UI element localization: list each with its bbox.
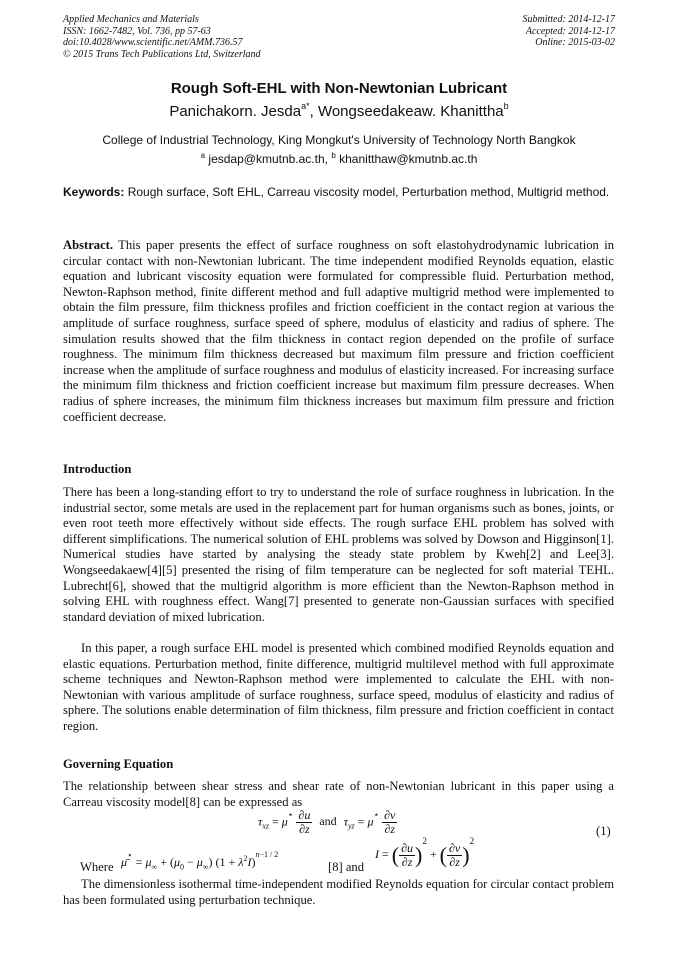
abstract-label: Abstract.: [63, 238, 114, 252]
journal-doi: doi:10.4028/www.scientific.net/AMM.736.57: [63, 37, 243, 49]
journal-info: [63, 14, 261, 60]
keywords-label: Keywords:: [63, 185, 125, 199]
abstract: [63, 238, 614, 425]
submitted-date: Submitted: 2014-12-17: [522, 14, 615, 25]
author-1: Panichakorn. Jesda: [169, 103, 302, 120]
governing-paragraph-1: The relationship between shear stress and shear rate of non-Newtonian lubricant in this paper using a Carreau viscosity model[8] can be expressed as: [63, 779, 614, 809]
email-b-marker: b: [331, 151, 336, 160]
submission-dates: [523, 14, 616, 49]
author-2: Wongseedakeaw. Khanittha: [317, 103, 504, 120]
where-label: Where: [80, 860, 114, 874]
governing-equation-heading: Governing Equation: [63, 757, 174, 771]
email-a-marker: a: [200, 151, 206, 160]
author-2-marker: b: [503, 101, 509, 111]
equation-shear-rate-I: I = ( $\frac{\partial u}{\partial z}$ )$^2$ + ( $\frac{\partial v}{\partial z}$ )$^2$: [375, 836, 475, 869]
introduction-paragraph-1: There has been a long-standing effort to try to understand the role of surface roughness in lubrication. In the industrial sector, some metals are used in the replacement part for human organisms such as bones, joints, or even root teeth more effectively without side effects. The rough surface EHL problem has solved with different simplifications. The numerical solution of EHL problems was solved by Dowson and Higginson[1]. Numerical studies have started by analysing the steady state problem by Kweh[2] and Lee[3]. Wongseedakaew[4][5] presented the rising of film temperature can be neglected for soft material TEHL. Lubrecht[6], showed that the multigrid algorithm is more efficient than the Newton-Raphson method in solving EHL with roughness effect. Wang[7] presented to generate non-Gaussian surfaces with specified standard deviation of mixed lubrication.: [63, 485, 614, 624]
equation-carreau-viscosity: μ̄⋆ = $\mu_\infty + (\mu_0 - \mu_\infty) (1 + \lambda^2I)^{n-1 / 2}$: [121, 850, 279, 872]
author-separator: ,: [309, 103, 318, 120]
equation-shear-stress: $\tau_{xz} = \mu^⋆$ $\frac{\partial u}{\partial z}$ and $\tau_{yz} = \mu^⋆$ $\frac{\partial v}{\partial z}$: [258, 808, 396, 836]
introduction-heading: Introduction: [63, 462, 132, 476]
journal-copyright: © 2015 Trans Tech Publications Ltd, Switzerland: [63, 48, 261, 60]
abstract-text: This paper presents the effect of surface roughness on soft elastohydrodynamic lubrication in circular contact with non-Newtonian lubricant. The time independent modified Reynolds equation, elastic equation and lubricant viscosity equation were formulated for compressible fluid. Perturbation method, Newton-Raphson method, finite different method and full adaptive multigrid method were implemented to obtain the film pressure, film thickness profiles and friction coefficient in the contact region at various the amplitude of surface roughness, surface speed of sphere, modulus of elasticity and radius of sphere. The simulation results showed that the film thickness in contact region depended on the profile of surface roughness. The minimum film thickness decreased but maximum film pressure and friction coefficient increase when the amplitude of surface roughness and modulus of elasticity increased. For increasing surface the minimum film thickness and friction coefficient increase but maximum film pressure decreases. When radius of sphere increases, the minimum film thickness increases but maximum film pressure and friction coefficient decrease.: [63, 238, 615, 424]
email-line: [0, 152, 678, 166]
equation-number: (1): [596, 824, 611, 838]
journal-issn: ISSN: 1662-7482, Vol. 736, pp 57-63: [63, 25, 211, 37]
reference-8-and: [8] and: [328, 860, 365, 874]
online-date: Online: 2015-03-02: [535, 37, 615, 49]
equation-and-text: and: [319, 814, 337, 829]
accepted-date: Accepted: 2014-12-17: [525, 25, 615, 37]
introduction-paragraph-2: In this paper, a rough surface EHL model is presented which combined modified Reynolds equation and elastic equations. Perturbation method, finite difference, multigrid multilevel method with full approximate scheme techniques and Newton-Raphson method were implemented to calculate the EHL with non-Newtonian with various amplitude of surface roughness, surface speed, modulus of elasticity and radius of sphere. The solutions enable determination of film thickness, film pressure and friction coefficient in contact region.: [63, 641, 614, 733]
author-line: [0, 103, 678, 120]
journal-name: Applied Mechanics and Materials: [63, 14, 199, 25]
keywords: [63, 185, 614, 200]
author-1-marker: a*: [301, 101, 310, 111]
keywords-text: Rough surface, Soft EHL, Carreau viscosity model, Perturbation method, Multigrid method.: [127, 185, 610, 199]
governing-paragraph-2: The dimensionless isothermal time-independent modified Reynolds equation for circular contact problem has been formulated using perturbation technique.: [63, 877, 614, 907]
email-a: jesdap@kmutnb.ac.th,: [208, 152, 328, 166]
affiliation: College of Industrial Technology, King Mongkut's University of Technology North Bangkok: [102, 133, 576, 147]
paper-title: Rough Soft-EHL with Non-Newtonian Lubricant: [170, 80, 508, 97]
email-b: khanitthaw@kmutnb.ac.th: [339, 152, 478, 166]
